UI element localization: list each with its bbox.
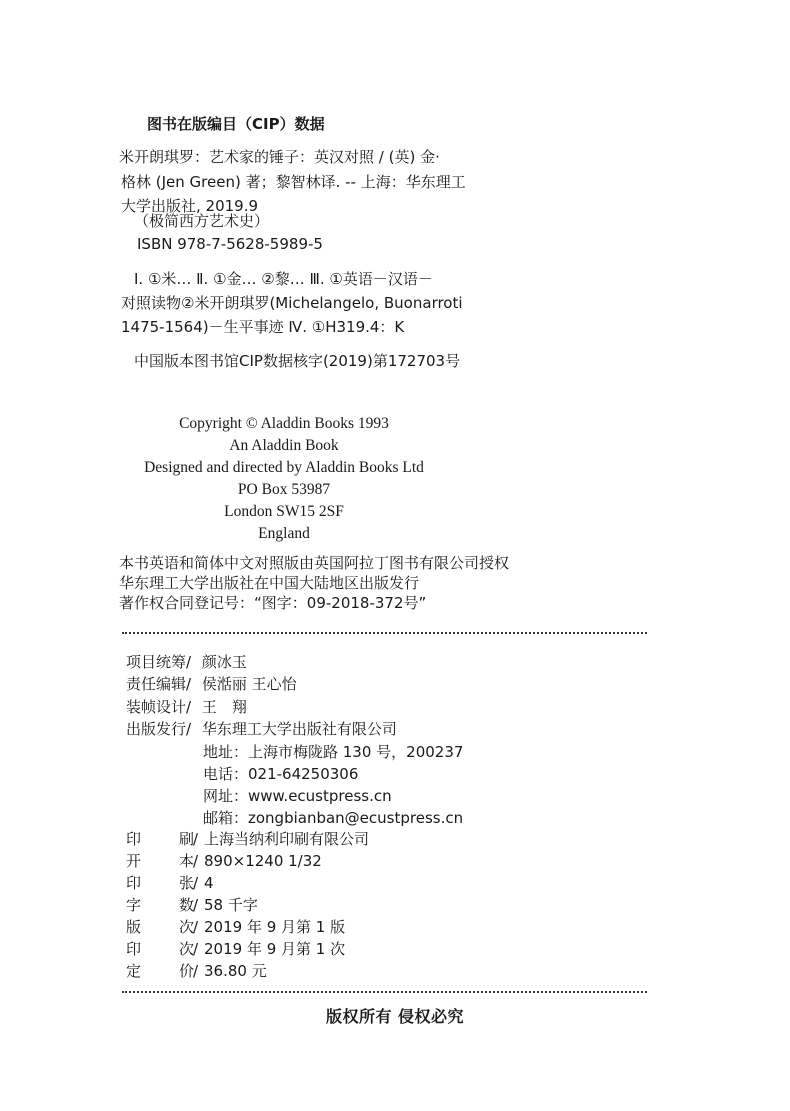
- spec-label: 印 张: [126, 874, 194, 892]
- spec-value: 2019 年 9 月第 1 次: [204, 940, 346, 958]
- cip-series: （极简西方艺术史）: [134, 212, 270, 230]
- info-value: 颜冰玉: [201, 653, 247, 671]
- rights-reserved: 版权所有 侵权必究: [325, 1007, 465, 1026]
- copyright-block: [120, 413, 448, 545]
- info-row-design: [126, 696, 247, 718]
- publisher-phone: 电话：021-64250306: [203, 765, 359, 783]
- spec-value: 4: [204, 874, 214, 892]
- publisher-line: An Aladdin Book: [229, 437, 339, 454]
- cip-subject-2: 对照读物②米开朗琪罗(Michelangelo, Buonarroti: [121, 294, 463, 312]
- spec-value: 上海当纳利印刷有限公司: [204, 830, 370, 848]
- cip-isbn: ISBN 978-7-5628-5989-5: [137, 235, 323, 253]
- cip-line-3: 大学出版社, 2019.9: [121, 197, 259, 215]
- spec-label: 印 次: [126, 940, 194, 958]
- po-box-line: PO Box 53987: [237, 481, 331, 498]
- license-line-1: 本书英语和简体中文对照版由英国阿拉丁图书有限公司授权: [119, 554, 510, 572]
- cip-subject-1: Ⅰ. ①米… Ⅱ. ①金… ②黎… Ⅲ. ①英语－汉语－: [134, 270, 433, 288]
- spec-value: 58 千字: [204, 896, 258, 914]
- spec-value: 36.80 元: [204, 962, 267, 980]
- info-label: 出版发行/: [126, 720, 192, 738]
- info-row-editor: [126, 673, 297, 695]
- cip-data-number: 中国版本图书馆CIP数据核字(2019)第172703号: [134, 352, 461, 370]
- info-value: 王 翔: [201, 698, 247, 716]
- spec-label: 印 刷: [126, 830, 194, 848]
- cip-line-1: 米开朗琪罗：艺术家的锤子：英汉对照 / (英) 金·: [119, 148, 440, 166]
- license-line-3: 著作权合同登记号：“图字：09-2018-372号”: [119, 594, 427, 612]
- info-row-project: [126, 651, 247, 673]
- publisher-website: 网址：www.ecustpress.cn: [203, 787, 392, 805]
- cip-line-2: 格林 (Jen Green) 著；黎智林译. -- 上海：华东理工: [121, 173, 466, 191]
- spec-label: 字 数: [126, 896, 194, 914]
- spec-value: 890×1240 1/32: [204, 852, 322, 870]
- info-value: 华东理工大学出版社有限公司: [201, 720, 397, 738]
- publisher-address: 地址：上海市梅陇路 130 号，200237: [203, 743, 464, 761]
- info-value: 侯湉丽 王心怡: [201, 675, 297, 693]
- info-label: 项目统筹/: [126, 653, 192, 671]
- spec-label: 版 次: [126, 918, 194, 936]
- cip-title: 图书在版编目（CIP）数据: [147, 115, 325, 133]
- copyright-line: Copyright © Aladdin Books 1993: [179, 415, 389, 432]
- divider-bottom: [122, 991, 647, 993]
- spec-label: 开 本: [126, 852, 194, 870]
- spec-value: 2019 年 9 月第 1 版: [204, 918, 346, 936]
- info-row-publisher: [126, 718, 397, 740]
- city-line: London SW15 2SF: [224, 503, 344, 520]
- publisher-email: 邮箱：zongbianban@ecustpress.cn: [203, 809, 464, 827]
- designer-line: Designed and directed by Aladdin Books Ltd: [144, 459, 424, 476]
- info-label: 责任编辑/: [126, 675, 192, 693]
- divider-top: [122, 632, 647, 634]
- license-line-2: 华东理工大学出版社在中国大陆地区出版发行: [119, 574, 420, 592]
- spec-label: 定 价: [126, 962, 194, 980]
- info-label: 装帧设计/: [126, 698, 192, 716]
- country-line: England: [258, 525, 310, 542]
- cip-subject-3: 1475-1564)－生平事迹 Ⅳ. ①H319.4：K: [121, 318, 405, 336]
